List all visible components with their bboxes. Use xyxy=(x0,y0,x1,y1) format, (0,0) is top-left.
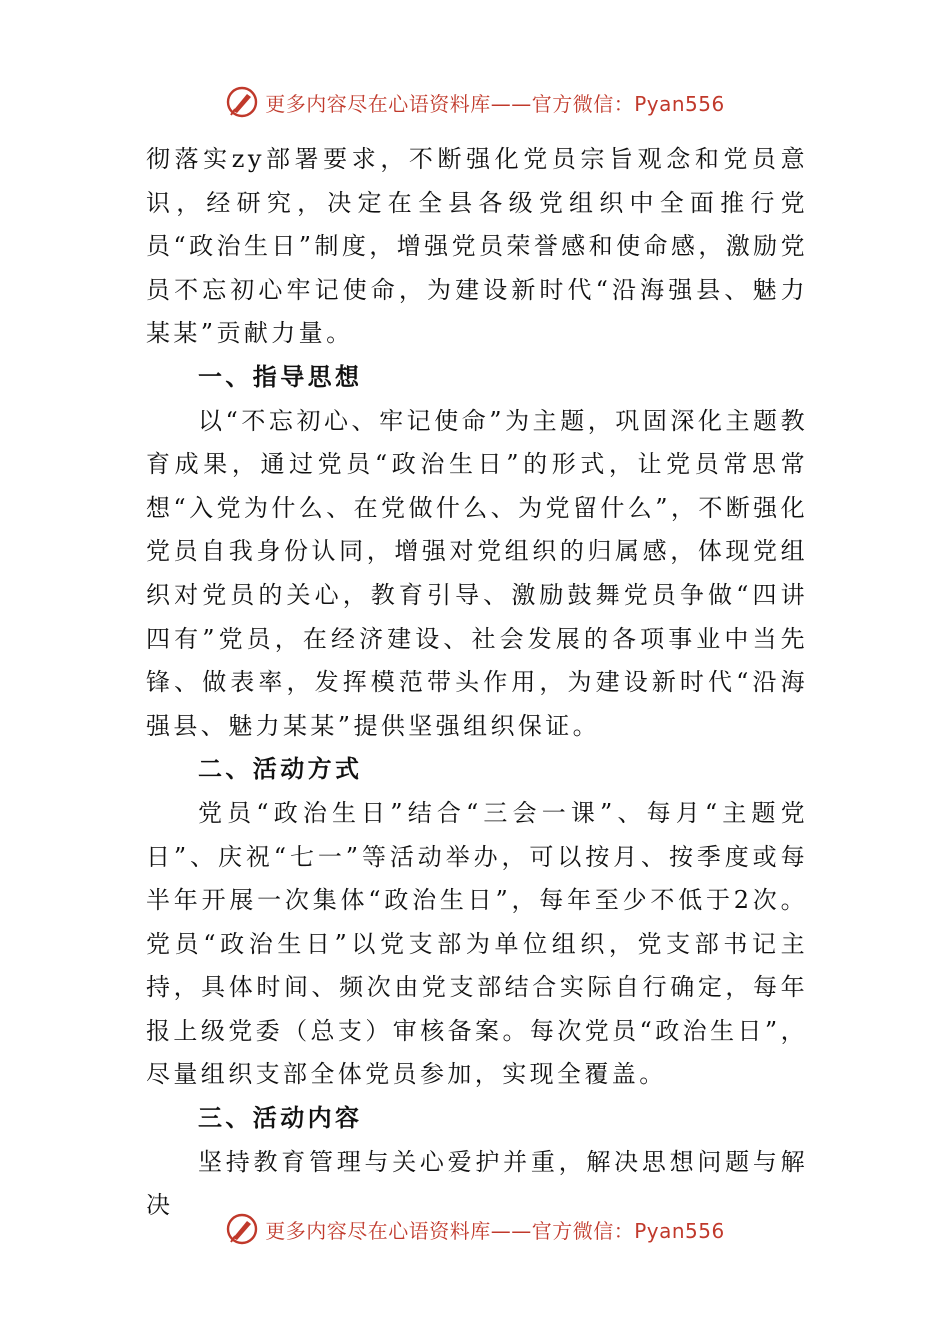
header-banner xyxy=(0,80,950,124)
banner-text: 更多内容尽在心语资料库——官方微信：Pyan556 xyxy=(265,91,725,116)
intro-paragraph: 彻落实zy部署要求，不断强化党员宗旨观念和党员意识，经研究，决定在全县各级党组织中全面推行党员“政治生日”制度，增强党员荣誉感和使命感，激励党员不忘初心牢记使命，为建设新时代“沿海强县、魅力某某”贡献力量。 xyxy=(146,145,808,348)
section-heading-activity-method: 二、活动方式 xyxy=(198,755,363,784)
section-heading-activity-content: 三、活动内容 xyxy=(198,1104,363,1133)
quill-logo-icon xyxy=(225,85,259,119)
quill-logo-icon xyxy=(225,1212,259,1246)
section-body-activity-method: 党员“政治生日”结合“三会一课”、每月“主题党日”、庆祝“七一”等活动举办，可以按月、按季度或每半年开展一次集体“政治生日”，每年至少不低于2次。党员“政治生日”以党支部为单位组织，党支部书记主持，具体时间、频次由党支部结合实际自行确定，每年报上级党委（总支）审核备案。每次党员“政治生日”，尽量组织支部全体党员参加，实现全覆盖。 xyxy=(146,798,808,1089)
section-body-activity-content: 坚持教育管理与关心爱护并重，解决思想问题与解决 xyxy=(146,1147,808,1220)
section-heading-guiding-ideology: 一、指导思想 xyxy=(198,362,363,391)
footer-banner xyxy=(0,1207,950,1251)
document-body xyxy=(146,138,808,1228)
banner-text: 更多内容尽在心语资料库——官方微信：Pyan556 xyxy=(265,1218,725,1243)
section-body-guiding-ideology: 以“不忘初心、牢记使命”为主题，巩固深化主题教育成果，通过党员“政治生日”的形式，让党员常思常想“入党为什么、在党做什么、为党留什么”，不断强化党员自我身份认同，增强对党组织的归属感，体现党组织对党员的关心，教育引导、激励鼓舞党员争做“四讲四有”党员，在经济建设、社会发展的各项事业中当先锋、做表率，发挥模范带头作用，为建设新时代“沿海强县、魅力某某”提供坚强组织保证。 xyxy=(146,406,808,740)
